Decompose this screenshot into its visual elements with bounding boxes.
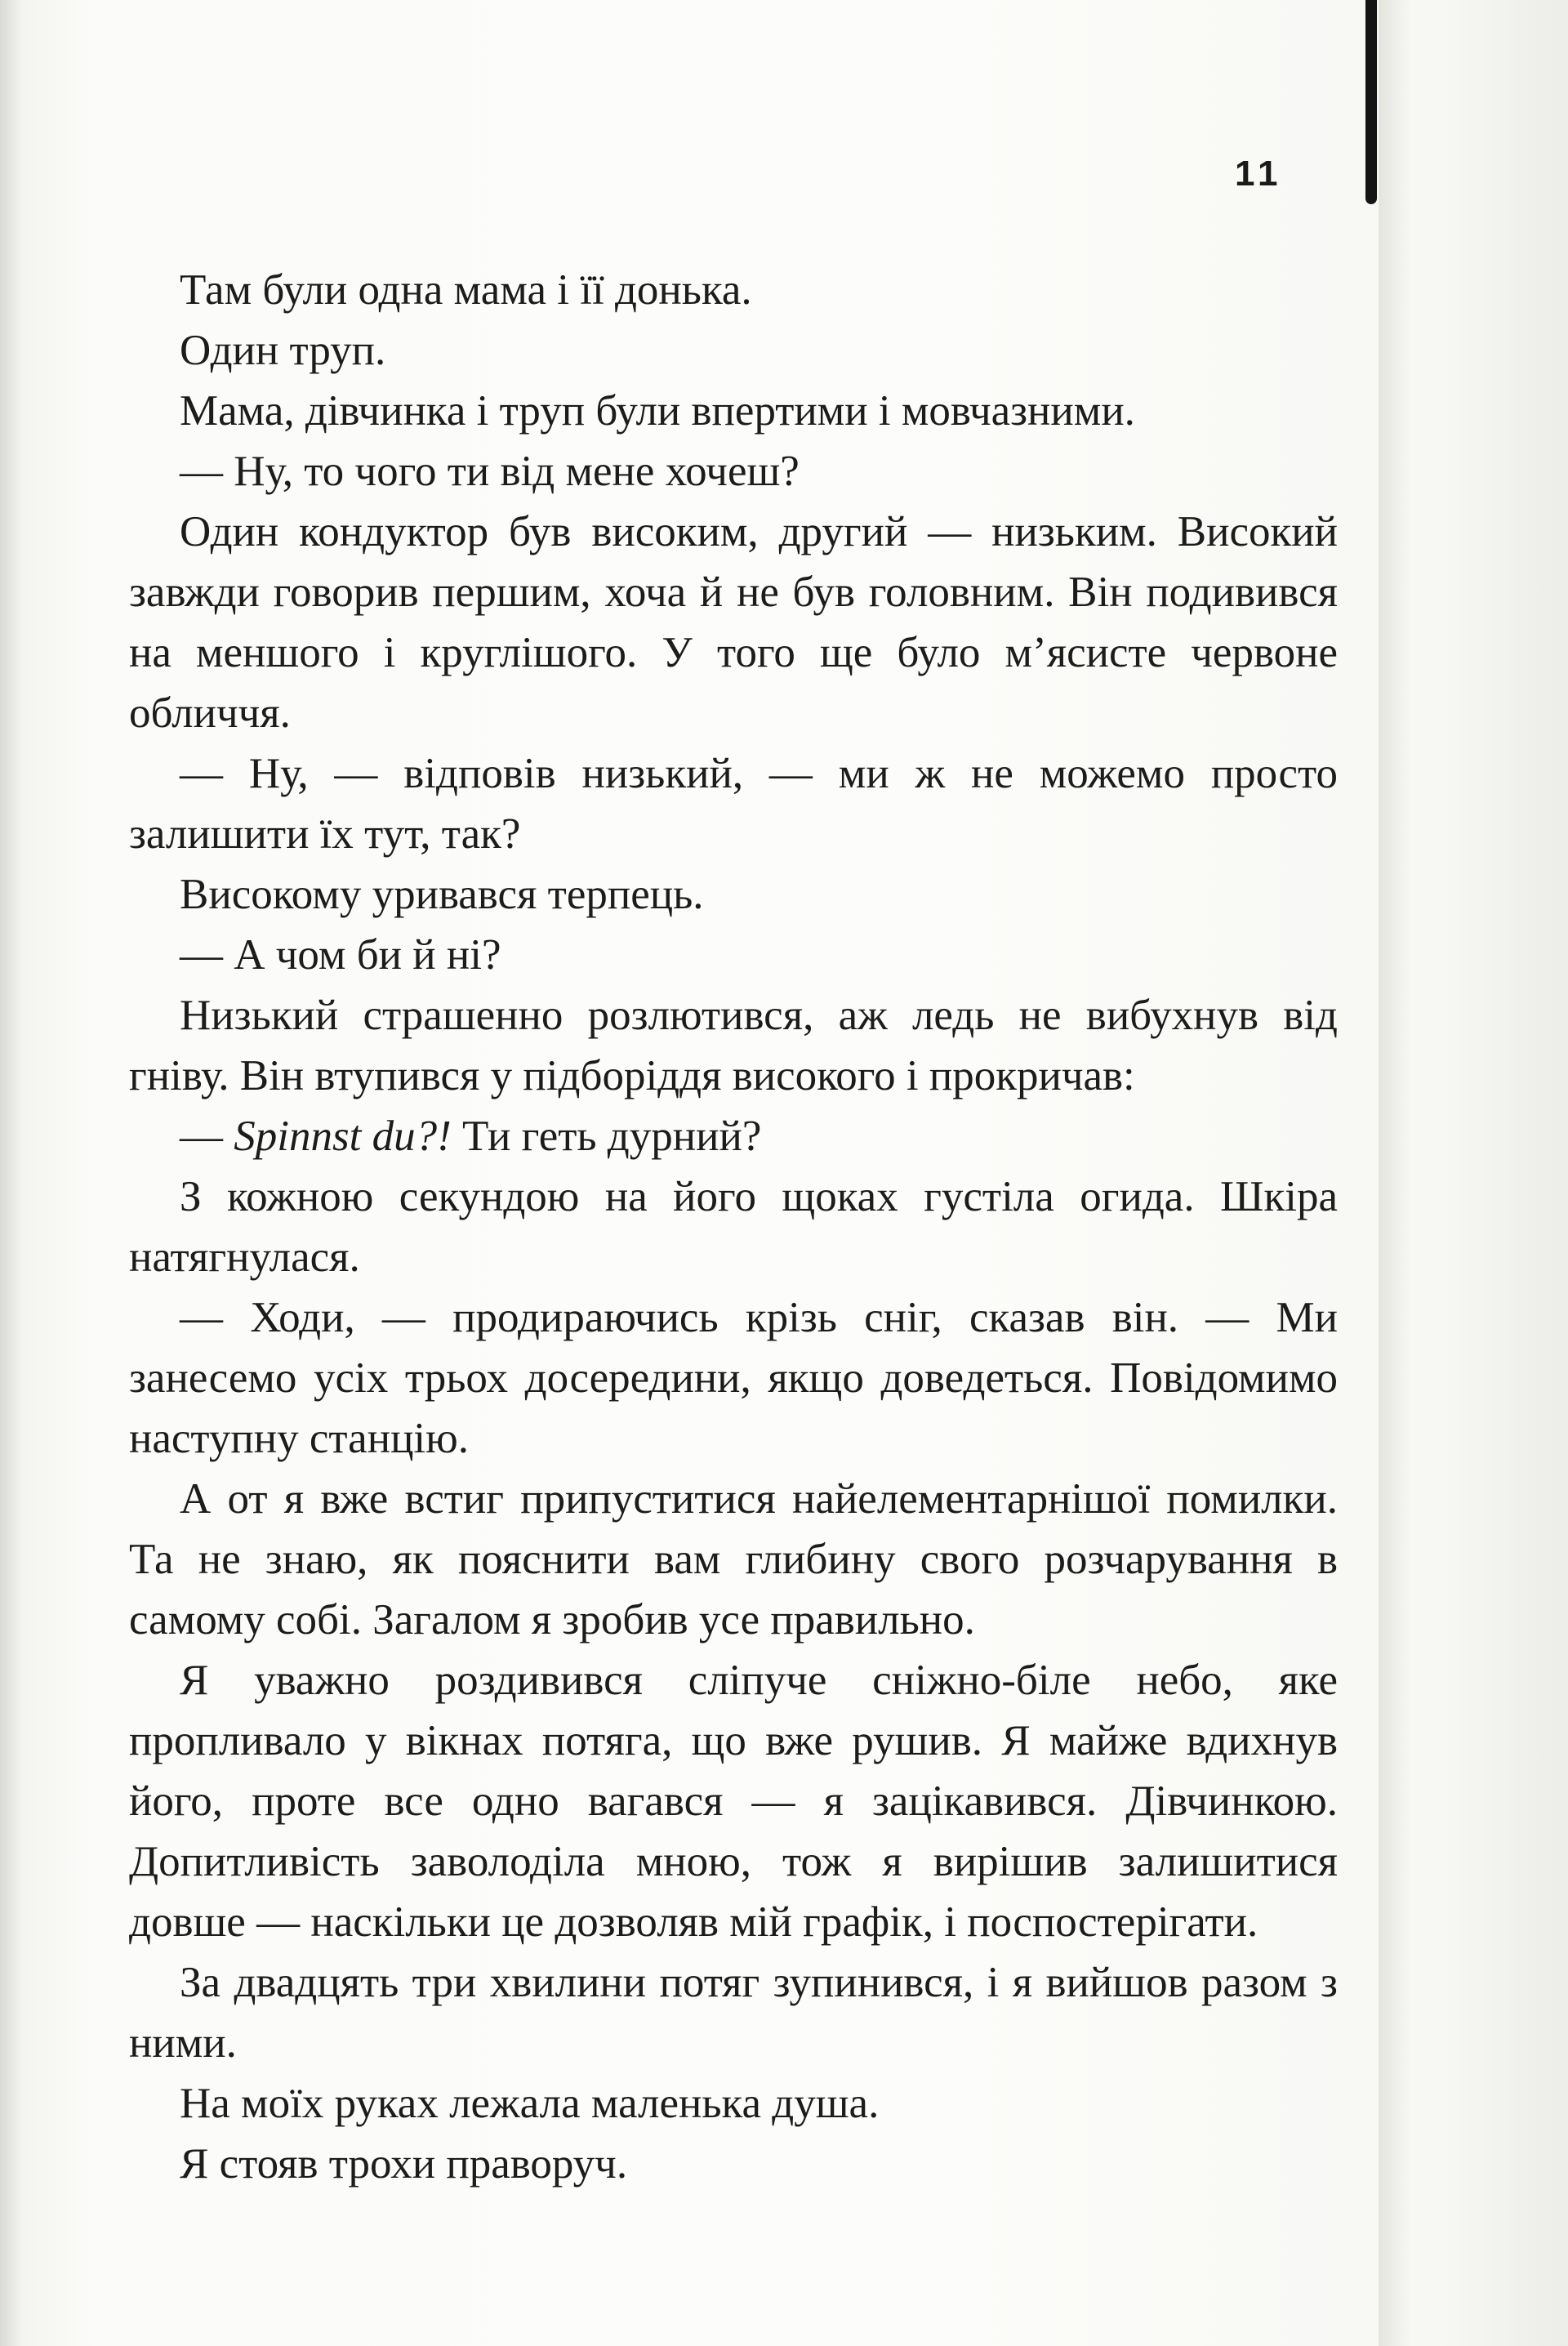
paragraph: Я стояв трохи праворуч.	[180, 2140, 628, 2188]
paragraph: Один кондуктор був високим, другий — низьким. Високий завжди говорив першим, хоча й не був головним. Він подивився на меншого і круглішого. У того ще було м’ясисте червоне обличчя.	[129, 508, 1338, 737]
dialogue-dash: —	[180, 1113, 234, 1160]
paragraph: Низький страшенно розлютився, аж ледь не вибухнув від гніву. Він втупився у підборіддя високого і прокричав:	[129, 992, 1338, 1099]
paragraph: А от я вже встиг припуститися найелементарнішої помилки. Та не знаю, як пояснити вам глибину свого розчарування в самому собі. Загалом я зробив усе правильно.	[129, 1475, 1338, 1644]
paragraph: — Ходи, — продираючись крізь сніг, сказав він. — Ми занесемо усіх трьох досередини, якщо доведеться. Повідомимо наступну станцію.	[129, 1294, 1338, 1462]
dialogue-text: Ти геть дурний?	[451, 1113, 762, 1160]
paragraph: — Ну, то чого ти від мене хочеш?	[180, 448, 800, 495]
paragraph: — Ну, — відповів низький, — ми ж не можемо просто залишити їх тут, так?	[129, 750, 1338, 858]
spine-shadow	[1379, 0, 1411, 2346]
paragraph: На моїх руках лежала маленька душа.	[180, 2080, 880, 2127]
paragraph: Один труп.	[180, 327, 386, 374]
body-text	[129, 260, 1338, 2194]
page-number: 11	[1235, 154, 1283, 194]
paragraph: Високому уривався терпець.	[180, 871, 704, 918]
paragraph-with-foreign-phrase	[129, 1106, 1338, 1166]
foreign-phrase: Spinnst du?!	[234, 1113, 452, 1160]
paragraph: Мама, дівчинка і труп були впертими і мовчазними.	[180, 387, 1135, 435]
paragraph: За двадцять три хвилини потяг зупинився, і я вийшов разом з ними.	[129, 1959, 1338, 2067]
paragraph: Я уважно роздивився сліпуче сніжно-біле небо, яке пропливало у вікнах потяга, що вже рушив. Я майже вдихнув його, проте все одно вагався — я зацікавився. Дівчинкою. Допитливість заволоділа мною, тож я вирішив залишитися довше — наскільки це дозволяв мій графік, і поспостерігати.	[129, 1657, 1338, 1946]
paragraph: Там були одна мама і її донька.	[180, 266, 752, 314]
paragraph: З кожною секундою на його щоках густіла огида. Шкіра натягнулася.	[129, 1173, 1338, 1281]
book-spine-edge	[1365, 0, 1377, 204]
page-edge-shadow	[0, 0, 23, 2346]
paragraph: — А чом би й ні?	[180, 931, 501, 979]
